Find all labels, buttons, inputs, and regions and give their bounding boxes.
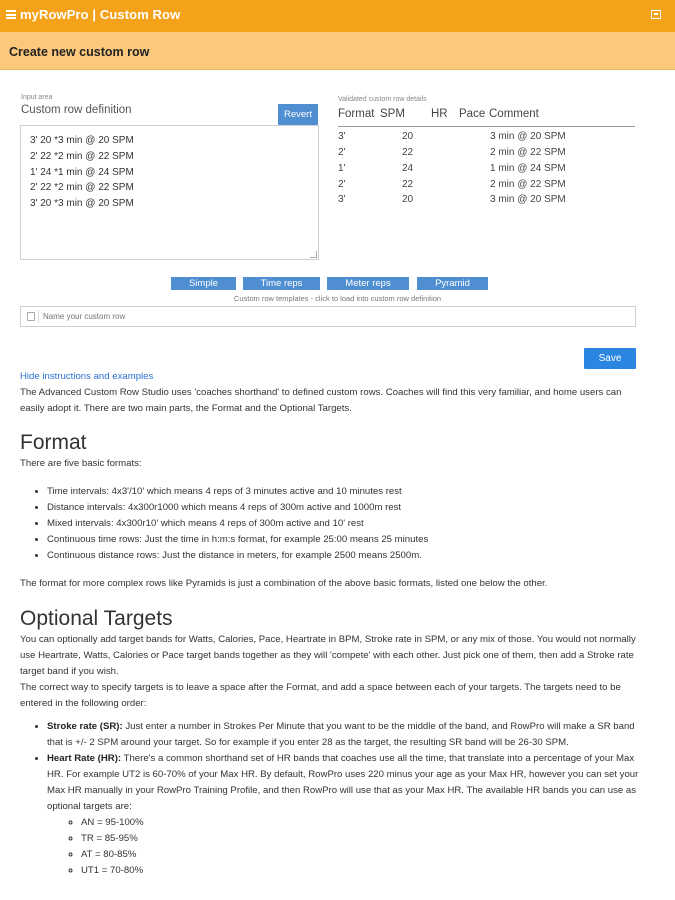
- row-name-input[interactable]: [43, 309, 623, 324]
- hide-instructions-link[interactable]: Hide instructions and examples: [20, 371, 154, 382]
- document-icon: [27, 312, 35, 321]
- custom-row-definition-label: Custom row definition: [21, 104, 132, 116]
- list-item: [47, 751, 640, 879]
- exit-icon[interactable]: [651, 10, 661, 19]
- col-hr: HR: [431, 108, 448, 120]
- page-title: Create new custom row: [9, 45, 150, 59]
- cell-comment: 1 min @ 24 SPM: [490, 163, 566, 174]
- menu-icon[interactable]: [6, 10, 16, 19]
- validated-table-header: [338, 108, 635, 127]
- table-row: [338, 131, 635, 147]
- list-item: • Continuous time rows: Just the time in h:m:s format, for example 25:00 means 25 minutes: [47, 532, 640, 548]
- list-item: • Continuous distance rows: Just the distance in meters, for example 2500 means 2500m.: [47, 548, 640, 564]
- targets-list: [20, 719, 640, 879]
- template-meter-reps-button[interactable]: Meter reps: [327, 277, 409, 290]
- heart-rate-title: Heart Rate (HR):: [47, 753, 122, 764]
- list-item: • Time intervals: 4x3'/10' which means 4 reps of 3 minutes active and 10 minutes rest: [47, 484, 640, 500]
- col-comment: Comment: [489, 108, 539, 120]
- list-item: • Mixed intervals: 4x300r10' which means 4 reps of 300m active and 10' rest: [47, 516, 640, 532]
- cell-comment: 3 min @ 20 SPM: [490, 131, 566, 142]
- template-time-reps-button[interactable]: Time reps: [243, 277, 320, 290]
- list-item: ◦ UT1 = 70-80%: [81, 863, 640, 879]
- template-pyramid-button[interactable]: Pyramid: [417, 277, 488, 290]
- format-lead: There are five basic formats:: [20, 458, 142, 469]
- input-area-label: Input area: [21, 94, 53, 101]
- definition-line: 3' 20 *3 min @ 20 SPM: [30, 198, 134, 210]
- col-pace: Pace: [459, 108, 486, 120]
- cell-format: 1': [338, 163, 346, 174]
- targets-paragraph-2: The correct way to specify targets is to leave a space after the Format, and add a space between each of your targets. The targets need to be entered in the following order:: [20, 682, 621, 709]
- templates-hint: Custom row templates - click to load into custom row definition: [233, 294, 442, 303]
- list-item: ◦ AT = 80-85%: [81, 847, 640, 863]
- cell-spm: 20: [402, 131, 414, 142]
- row-name-field[interactable]: [20, 306, 636, 327]
- table-row: [338, 163, 635, 179]
- app-title: myRowPro | Custom Row: [20, 7, 181, 22]
- save-button[interactable]: Save: [584, 348, 636, 369]
- template-simple-button[interactable]: Simple: [171, 277, 236, 290]
- cell-spm: 20: [402, 194, 414, 205]
- table-row: [338, 179, 635, 195]
- instructions-panel: [20, 369, 640, 879]
- format-heading: Format: [20, 431, 87, 454]
- custom-row-definition-textarea[interactable]: [20, 125, 319, 260]
- format-note: The format for more complex rows like Pyramids is just a combination of the above basic formats, listed one below the other.: [20, 578, 548, 589]
- cell-format: 2': [338, 147, 346, 158]
- cell-spm: 22: [402, 147, 414, 158]
- intro-text: The Advanced Custom Row Studio uses 'coaches shorthand' to defined custom rows. Coaches will find this very familiar, and home users can easily adopt it. There are two main parts, the Format and the Optional Targets.: [20, 387, 622, 414]
- optional-targets-heading: Optional Targets: [20, 607, 173, 630]
- formats-list: [20, 484, 640, 564]
- stroke-rate-text: Just enter a number in Strokes Per Minute that you want to be the middle of the band, and RowPro will make a SR band that is +/- 2 SPM around your target. So for example if you enter 28 as the target, the resulting SR band will be 26-30 SPM.: [47, 721, 635, 748]
- table-row: [338, 194, 635, 210]
- cell-comment: 3 min @ 20 SPM: [490, 194, 566, 205]
- cell-format: 2': [338, 179, 346, 190]
- cell-spm: 24: [402, 163, 414, 174]
- list-item: ◦ AN = 95-100%: [81, 815, 640, 831]
- list-item: ◦ TR = 85-95%: [81, 831, 640, 847]
- heart-rate-text: There's a common shorthand set of HR bands that coaches use all the time, that translate into a percentage of your Max HR. For example UT2 is 60-70% of your Max HR. By default, RowPro uses 220 minus your age as your Max HR, however you can set your Max HR manually in your RowPro Training Profile, and then RowPro will use that as your Max HR. The available HR bands you can use as optional targets are:: [47, 753, 639, 812]
- cell-comment: 2 min @ 22 SPM: [490, 147, 566, 158]
- field-divider: [38, 310, 39, 323]
- cell-spm: 22: [402, 179, 414, 190]
- validated-details-label: Validated custom row details: [338, 96, 427, 103]
- definition-line: 1' 24 *1 min @ 24 SPM: [30, 166, 134, 178]
- targets-paragraph-1: You can optionally add target bands for Watts, Calories, Pace, Heartrate in BPM, Stroke rate in SPM, or any mix of those. You would not normally use Heartrate, Watts, Calories or Pace target bands together as they will 'compete' with each other. Just pick one of them, then add a Stroke rate target band if you wish.: [20, 634, 636, 677]
- col-spm: SPM: [380, 108, 405, 120]
- hr-bands-list: [47, 815, 640, 879]
- stroke-rate-title: Stroke rate (SR):: [47, 721, 123, 732]
- definition-line: 2' 22 *2 min @ 22 SPM: [30, 182, 134, 194]
- list-item: • Distance intervals: 4x300r1000 which means 4 reps of 300m active and 1000m rest: [47, 500, 640, 516]
- definition-line: 2' 22 *2 min @ 22 SPM: [30, 150, 134, 162]
- app-bar: [0, 0, 675, 32]
- list-item: [47, 719, 640, 751]
- col-format: Format: [338, 108, 375, 120]
- page-header: [0, 32, 675, 70]
- revert-button[interactable]: Revert: [278, 104, 318, 125]
- table-row: [338, 147, 635, 163]
- cell-format: 3': [338, 194, 346, 205]
- definition-line: 3' 20 *3 min @ 20 SPM: [30, 135, 134, 146]
- cell-comment: 2 min @ 22 SPM: [490, 179, 566, 190]
- resize-handle[interactable]: [310, 251, 317, 258]
- cell-format: 3': [338, 131, 346, 142]
